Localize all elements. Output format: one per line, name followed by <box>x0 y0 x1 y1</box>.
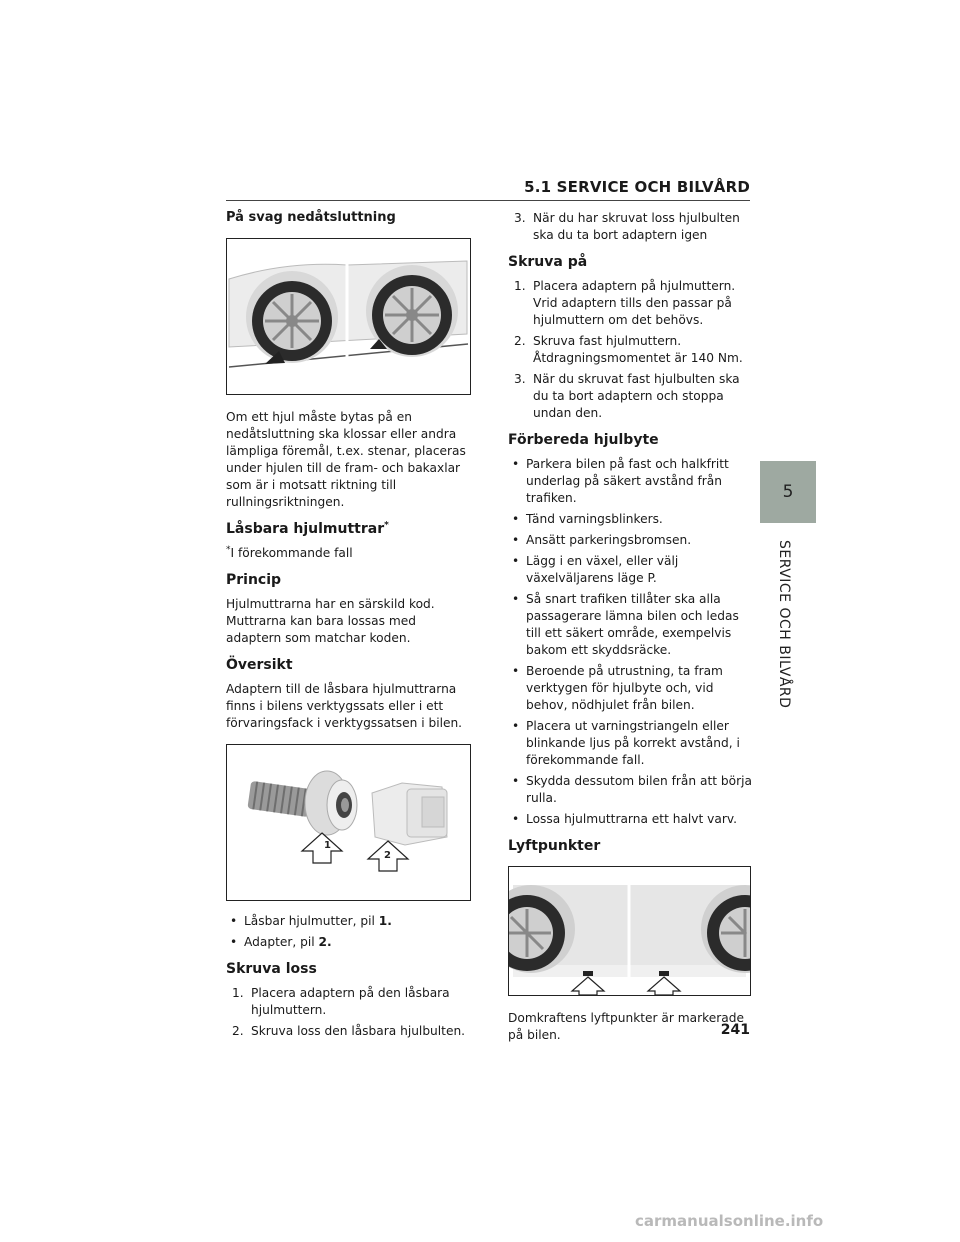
footnote-text: I förekommande fall <box>230 546 353 560</box>
heading-screw-on: Skruva på <box>508 254 588 270</box>
adapter <box>372 783 447 845</box>
screw-on-steps <box>508 278 753 422</box>
arrow-1 <box>302 833 342 863</box>
step-number: 3. <box>514 372 526 386</box>
step-text: Placera adaptern på hjulmuttern. Vrid adaptern tills den passar på hjulmuttern om det behövs. <box>533 279 736 327</box>
bolt-thread <box>247 781 312 817</box>
locknut-parts-list <box>226 913 471 951</box>
chapter-tab-label: SERVICE OCH BILVÅRD <box>776 540 792 709</box>
list-item: • Parkera bilen på fast och halkfritt underlag på säkert avstånd från trafiken. <box>508 456 753 507</box>
list-item <box>226 913 471 930</box>
list-item: • Placera ut varningstriangeln eller blinkande ljus på korrekt avstånd, i förekommande fall. <box>508 718 753 769</box>
step-text: Skruva fast hjulmuttern. Åtdragningsmomentet är 140 Nm. <box>533 334 743 365</box>
section-header: 5.1 SERVICE OCH BILVÅRD <box>524 178 750 196</box>
list-item: • Ansätt parkeringsbromsen. <box>508 532 753 549</box>
step-number: 2. <box>514 334 526 348</box>
lift-point-front <box>583 971 593 976</box>
step-text: När du har skruvat loss hjulbulten ska du ta bort adaptern igen <box>533 211 740 242</box>
locknut-adapter-illustration <box>227 745 470 900</box>
prepare-list <box>508 456 753 828</box>
right-column <box>508 210 753 1052</box>
locknut-adapter-figure <box>226 744 471 901</box>
step-number: 1. <box>514 279 526 293</box>
step-text: Placera adaptern på den låsbara hjulmuttern. <box>251 986 450 1017</box>
step-number: 1. <box>232 986 244 1000</box>
unscrew-steps <box>226 985 471 1040</box>
locknut-head <box>305 771 357 835</box>
heading-prepare: Förbereda hjulbyte <box>508 432 659 448</box>
unscrew-steps-continued <box>508 210 753 244</box>
rear-wheel <box>372 275 452 355</box>
list-item: • Tänd varningsblinkers. <box>508 511 753 528</box>
chapter-tab-number: 5 <box>782 482 794 502</box>
front-wheel <box>252 281 332 361</box>
list-item-ref: 1. <box>378 914 392 928</box>
slope-wheels-figure <box>226 238 471 395</box>
heading-lift: Lyftpunkter <box>508 838 601 854</box>
para-lift: Domkraftens lyftpunkter är markerade på bilen. <box>508 1011 744 1042</box>
step-item <box>508 278 753 329</box>
heading-unscrew: Skruva loss <box>226 961 317 977</box>
para-overview: Adaptern till de låsbara hjulmuttrarna finns i bilens verktygssats eller i ett förvaringsfack i verktygssatsen i bilen. <box>226 682 463 730</box>
page-number: 241 <box>720 1022 750 1038</box>
list-item <box>226 934 471 951</box>
asterisk-sup: * <box>384 520 389 531</box>
step-item <box>226 1023 471 1040</box>
car-on-slope-illustration <box>227 239 470 394</box>
list-item: • Beroende på utrustning, ta fram verktygen för hjulbyte och, vid behov, nödhjulet från bilen. <box>508 663 753 714</box>
step-item <box>508 210 753 244</box>
para-slope: Om ett hjul måste bytas på en nedåtsluttning ska klossar eller andra lämpliga föremål, t.ex. stenar, placeras under hjulen till de fram- och bakaxlar som är i motsatt riktning till rullningsriktningen. <box>226 410 466 509</box>
list-item-text: Låsbar hjulmutter, pil <box>244 914 379 928</box>
list-item-text: Adapter, pil <box>244 935 319 949</box>
step-number: 2. <box>232 1024 244 1038</box>
arrow-up-front <box>572 977 604 995</box>
callout-1: 1 <box>324 840 331 851</box>
list-item: • Lägg i en växel, eller välj växelväljarens läge P. <box>508 553 753 587</box>
list-item: • Lossa hjulmuttrarna ett halvt varv. <box>508 811 753 828</box>
para-principle: Hjulmuttrarna har en särskild kod. Muttrarna kan bara lossas med adaptern som matchar koden. <box>226 597 435 645</box>
footnote <box>226 545 471 562</box>
step-number: 3. <box>514 211 526 225</box>
step-text: Skruva loss den låsbara hjulbulten. <box>251 1024 466 1038</box>
footnote-mark: * <box>226 544 231 555</box>
heading-overview: Översikt <box>226 657 293 673</box>
step-item <box>508 371 753 422</box>
header-rule <box>226 200 750 201</box>
lift-point-rear <box>659 971 669 976</box>
list-item: • Så snart trafiken tillåter ska alla passagerare lämna bilen och ledas till ett säkert område, exempelvis bakom ett skyddsräcke. <box>508 591 753 659</box>
watermark: carmanualsonline.info <box>635 1212 824 1230</box>
heading-principle: Princip <box>226 572 282 588</box>
step-item <box>226 985 471 1019</box>
list-item-ref: 2. <box>318 935 332 949</box>
left-column <box>226 208 471 1048</box>
lift-points-illustration <box>509 867 750 995</box>
arrow-up-rear <box>648 977 680 995</box>
heading-locknuts <box>226 519 471 539</box>
heading-locknuts-text: Låsbara hjulmuttrar <box>226 521 385 537</box>
list-item: • Skydda dessutom bilen från att börja rulla. <box>508 773 753 807</box>
callout-2: 2 <box>384 850 391 861</box>
arrow-2 <box>368 841 408 871</box>
lift-points-figure <box>508 866 751 996</box>
heading-slope: På svag nedåtsluttning <box>226 210 396 225</box>
step-text: När du skruvat fast hjulbulten ska du ta bort adaptern och stoppa undan den. <box>533 372 740 420</box>
step-item <box>508 333 753 367</box>
